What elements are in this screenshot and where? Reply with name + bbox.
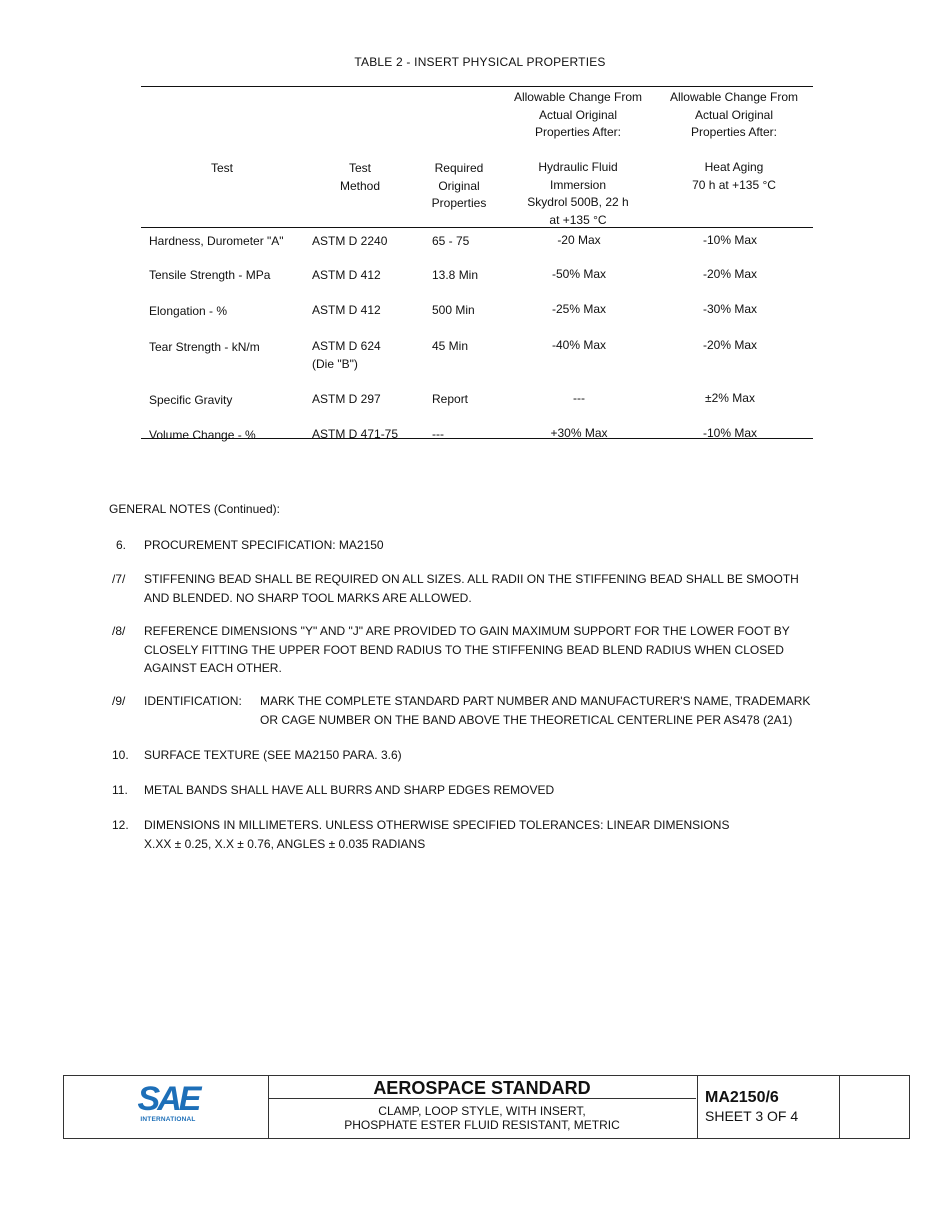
cell-hydraulic: -20 Max (557, 233, 601, 247)
note-line: AND BLENDED. NO SHARP TOOL MARKS ARE ALLOWED. (144, 590, 472, 605)
cell-method: ASTM D 2240 (312, 234, 388, 248)
cell-required: 45 Min (432, 339, 469, 353)
cell-heat: -20% Max (702, 267, 758, 281)
cell-hydraulic: -25% Max (551, 302, 607, 316)
header-test: Test (210, 161, 233, 175)
cell-required: 13.8 Min (432, 268, 479, 282)
header-hyd-line: Immersion (549, 177, 606, 192)
cell-test: Tensile Strength - MPa (149, 268, 271, 282)
header-heat-line: Properties After: (690, 125, 778, 139)
cell-method: ASTM D 624 (312, 339, 381, 353)
header-hyd-line: Actual Original (538, 107, 618, 122)
subtitle-line: CLAMP, LOOP STYLE, WITH INSERT, (378, 1104, 586, 1118)
note-line: OR CAGE NUMBER ON THE BAND ABOVE THE THEORETICAL CENTERLINE PER AS478 (2A1) (260, 712, 793, 727)
cell-heat: -10% Max (702, 426, 758, 440)
header-hyd-line: Hydraulic Fluid (538, 160, 618, 174)
note-text (260, 692, 850, 729)
header-hydraulic (505, 159, 651, 229)
title-block-rule (268, 1098, 696, 1099)
header-required-line: Original (438, 178, 480, 193)
general-notes-heading: GENERAL NOTES (Continued): (109, 502, 280, 516)
cell-required: 65 - 75 (432, 234, 470, 248)
note-number: 12. (112, 818, 129, 832)
note-number: 6. (116, 538, 127, 552)
note-number: 10. (112, 748, 129, 762)
note-number: /8/ (112, 624, 126, 638)
header-hyd-line: Properties After: (534, 125, 622, 139)
cell-method: ASTM D 471-75 (312, 427, 399, 441)
note-line: X.XX ± 0.25, X.X ± 0.76, ANGLES ± 0.035 RADIANS (144, 836, 426, 851)
cell-required: Report (432, 392, 469, 406)
subtitle-line: PHOSPHATE ESTER FLUID RESISTANT, METRIC (344, 1118, 620, 1132)
title-block-divider (697, 1076, 698, 1138)
cell-heat: -10% Max (702, 233, 758, 247)
cell-heat: ±2% Max (705, 391, 755, 405)
note-line: AGAINST EACH OTHER. (144, 661, 282, 675)
note-line: DIMENSIONS IN MILLIMETERS. UNLESS OTHERWISE SPECIFIED TOLERANCES: LINEAR DIMENSIONS (144, 818, 730, 832)
cell-test: Hardness, Durometer "A" (149, 234, 284, 248)
cell-test: Volume Change - % (149, 428, 256, 442)
sae-logo-subtext: INTERNATIONAL (140, 1116, 196, 1123)
header-method-line: Method (339, 178, 381, 193)
header-heat-top (661, 89, 807, 142)
header-method-line: Test (348, 161, 371, 175)
cell-method: ASTM D 412 (312, 268, 381, 282)
header-heat-line: Allowable Change From (669, 90, 799, 104)
document-number: MA2150/6 (705, 1089, 779, 1106)
note-number: /9/ (112, 694, 126, 708)
cell-required: 500 Min (432, 303, 475, 317)
note-text: METAL BANDS SHALL HAVE ALL BURRS AND SHARP EDGES REMOVED (144, 783, 555, 797)
note-number: 11. (112, 783, 128, 797)
document-subtitle (268, 1104, 696, 1132)
cell-required: --- (432, 427, 444, 441)
note-text (144, 622, 844, 678)
note-text: SURFACE TEXTURE (SEE MA2150 PARA. 3.6) (144, 748, 402, 762)
cell-heat: -30% Max (702, 302, 758, 316)
header-required-line: Required (434, 161, 484, 175)
header-heat-line: Heat Aging (704, 160, 764, 174)
note-text: PROCUREMENT SPECIFICATION: MA2150 (144, 538, 384, 552)
header-required (420, 160, 498, 213)
header-hyd-line: Skydrol 500B, 22 h (527, 195, 629, 209)
cell-method-note: (Die "B") (312, 357, 358, 371)
sae-logo-text: SAE (137, 1080, 199, 1118)
cell-hydraulic: -50% Max (551, 267, 607, 281)
cell-test: Elongation - % (149, 304, 228, 318)
document-type: AEROSPACE STANDARD (373, 1078, 591, 1098)
cell-method: ASTM D 412 (312, 303, 381, 317)
cell-test: Specific Gravity (149, 393, 233, 407)
table-header-rule (141, 227, 813, 228)
table-top-rule (141, 86, 813, 87)
note-line: MARK THE COMPLETE STANDARD PART NUMBER AND MANUFACTURER'S NAME, TRADEMARK (260, 694, 811, 708)
note-text (144, 816, 844, 853)
cell-hydraulic: --- (573, 391, 585, 405)
note-line: STIFFENING BEAD SHALL BE REQUIRED ON ALL SIZES. ALL RADII ON THE STIFFENING BEAD SHALL BE SMOOTH (144, 572, 799, 586)
cell-hydraulic: +30% Max (550, 426, 608, 440)
note-label: IDENTIFICATION: (144, 694, 242, 708)
header-hyd-line: at +135 °C (549, 212, 607, 227)
header-hyd-line: Allowable Change From (513, 90, 643, 104)
header-hydraulic-top (505, 89, 651, 142)
table-title: TABLE 2 - INSERT PHYSICAL PROPERTIES (354, 55, 606, 69)
note-line: REFERENCE DIMENSIONS "Y" AND "J" ARE PROVIDED TO GAIN MAXIMUM SUPPORT FOR THE LOWER FOOT BY (144, 624, 790, 638)
cell-method: ASTM D 297 (312, 392, 381, 406)
header-required-line: Properties (431, 196, 487, 210)
header-heat (661, 159, 807, 194)
header-heat-line: Actual Original (694, 107, 774, 122)
sheet-number: SHEET 3 OF 4 (705, 1108, 799, 1124)
note-text (144, 570, 844, 607)
sae-logo (133, 1082, 203, 1130)
cell-heat: -20% Max (702, 338, 758, 352)
note-number: /7/ (112, 572, 126, 586)
cell-hydraulic: -40% Max (551, 338, 607, 352)
cell-test: Tear Strength - kN/m (149, 340, 260, 354)
note-line: CLOSELY FITTING THE UPPER FOOT BEND RADIUS TO THE STIFFENING BEAD BLEND RADIUS WHEN CLOSED (144, 642, 784, 657)
header-heat-line: 70 h at +135 °C (692, 177, 776, 192)
header-method (320, 160, 400, 195)
title-block-divider (839, 1076, 840, 1138)
